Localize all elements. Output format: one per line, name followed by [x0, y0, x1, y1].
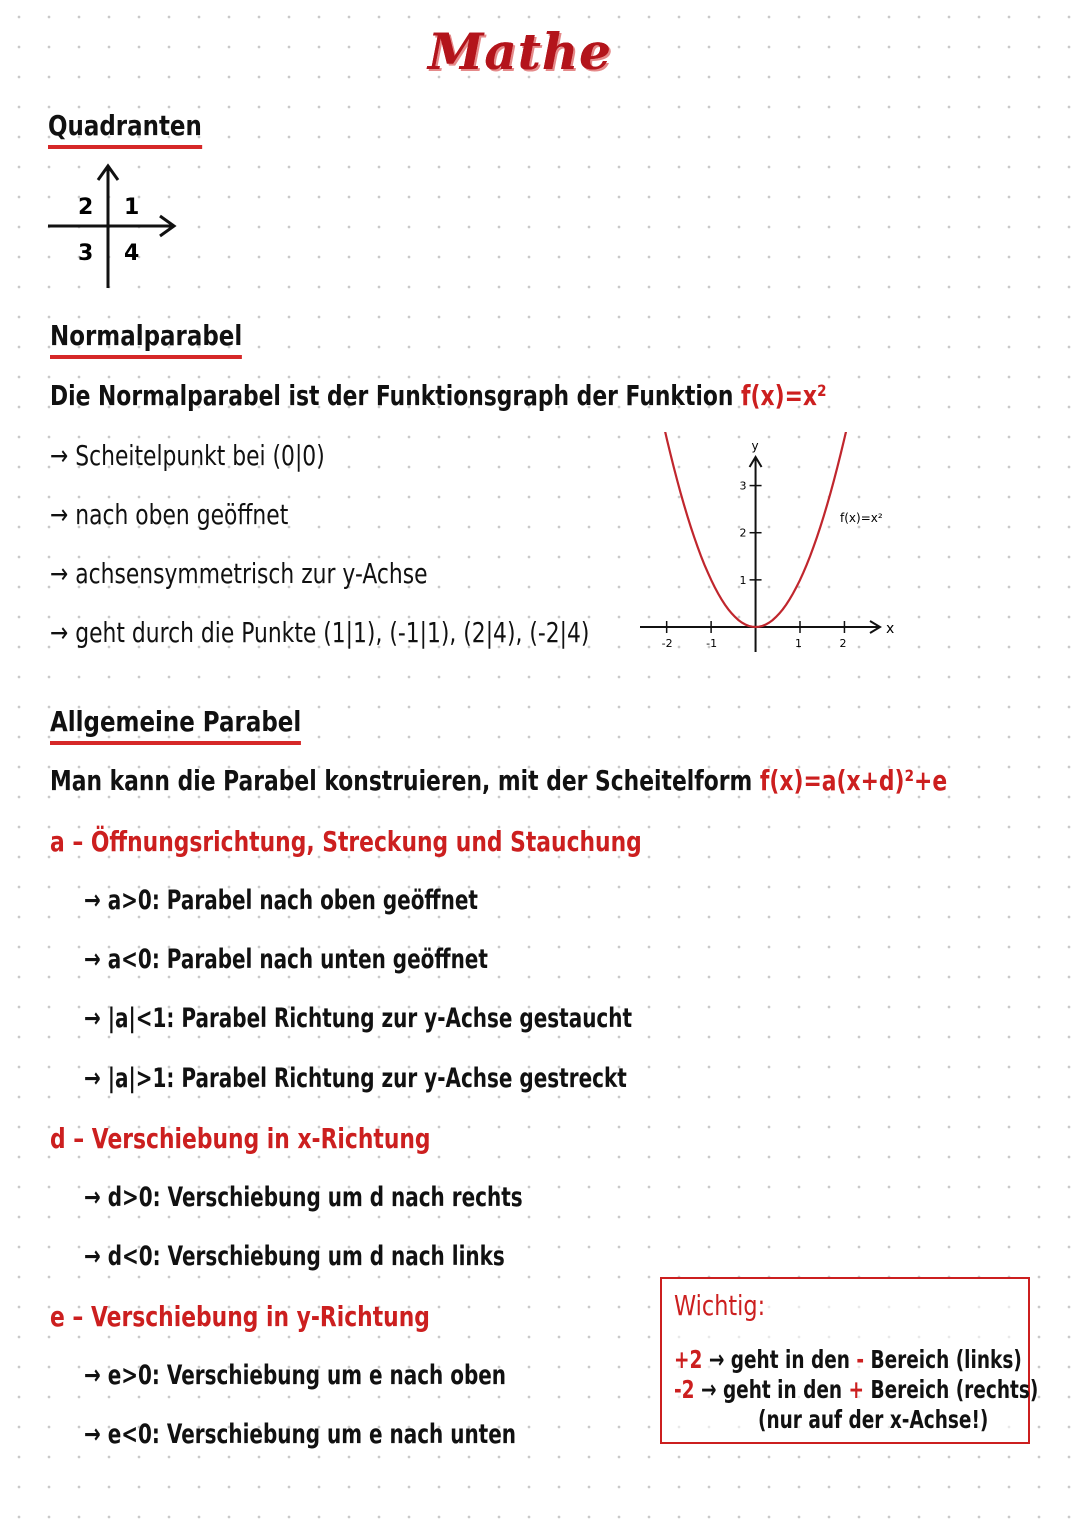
wichtig-line1-sign: +2: [674, 1345, 703, 1374]
quadrant-label-4: 4: [124, 241, 140, 266]
heading-quadranten: Quadranten: [48, 108, 202, 149]
e-item-2: → e<0: Verschiebung um e nach unten: [84, 1419, 516, 1450]
wichtig-title: Wichtig:: [674, 1289, 766, 1322]
normalparabel-point-4: → geht durch die Punkte (1|1), (-1|1), (2|4), (-2|4): [50, 616, 590, 649]
wichtig-line2-sign: -2: [674, 1375, 695, 1404]
heading-normalparabel: Normalparabel: [50, 318, 242, 359]
normalparabel-intro: [50, 378, 827, 414]
wichtig-line1-a: → geht in den: [702, 1345, 857, 1374]
wichtig-line-3: (nur auf der x-Achse!): [758, 1405, 989, 1434]
x-tick-label: -2: [661, 637, 673, 650]
wichtig-box: [660, 1277, 1039, 1444]
x-tick-label: -1: [706, 637, 718, 650]
e-heading: e – Verschiebung in y-Richtung: [50, 1300, 430, 1333]
a-item-4: → |a|>1: Parabel Richtung zur y-Achse gestreckt: [84, 1063, 627, 1094]
d-heading: d – Verschiebung in x-Richtung: [50, 1122, 431, 1155]
curve-label: f(x)=x²: [840, 511, 883, 525]
scheitelform-formula: f(x)=a(x+d)²+e: [759, 764, 948, 797]
normalparabel-point-1: → Scheitelpunkt bei (0|0): [50, 439, 325, 472]
x-tick-label: 1: [795, 637, 802, 650]
quadrant-label-2: 2: [78, 195, 94, 220]
normalparabel-point-3: → achsensymmetrisch zur y-Achse: [50, 557, 428, 590]
y-tick-label: 3: [739, 479, 747, 493]
allgemeine-intro: [50, 763, 947, 799]
y-tick-label: 1: [739, 573, 747, 587]
wichtig-line-2: [674, 1375, 1038, 1405]
wichtig-line2-b: +: [848, 1375, 865, 1404]
a-heading: a – Öffnungsrichtung, Streckung und Stauchung: [50, 825, 642, 858]
allgemeine-intro-text: Man kann die Parabel konstruieren, mit der Scheitelform: [50, 764, 753, 797]
y-axis-label: y: [751, 439, 759, 453]
x-tick-label: 2: [839, 637, 847, 650]
y-tick-label: 2: [739, 526, 747, 540]
wichtig-line-1: [674, 1345, 1022, 1375]
quadrant-diagram: [40, 160, 190, 295]
a-item-1: → a>0: Parabel nach oben geöffnet: [84, 885, 478, 916]
page-title: Mathe: [427, 22, 612, 81]
normalparabel-formula: f(x)=x²: [741, 379, 827, 412]
heading-allgemeine-parabel: Allgemeine Parabel: [50, 704, 301, 745]
d-item-2: → d<0: Verschiebung um d nach links: [84, 1241, 505, 1272]
quadrant-label-3: 3: [78, 241, 94, 266]
x-axis-label: x: [886, 621, 895, 637]
wichtig-line1-c: Bereich (links): [864, 1345, 1022, 1374]
e-item-1: → e>0: Verschiebung um e nach oben: [84, 1360, 507, 1391]
quadrant-label-1: 1: [124, 195, 140, 220]
a-item-2: → a<0: Parabel nach unten geöffnet: [84, 944, 488, 975]
wichtig-line1-b: -: [856, 1345, 865, 1374]
wichtig-line2-c: Bereich (rechts): [864, 1375, 1039, 1404]
d-item-1: → d>0: Verschiebung um d nach rechts: [84, 1182, 523, 1213]
normalparabel-point-2: → nach oben geöffnet: [50, 498, 289, 531]
a-item-3: → |a|<1: Parabel Richtung zur y-Achse gestaucht: [84, 1003, 633, 1034]
normalparabel-intro-text: Die Normalparabel ist der Funktionsgraph der Funktion: [50, 379, 734, 412]
parabola-chart: [630, 432, 910, 667]
wichtig-line2-a: → geht in den: [694, 1375, 849, 1404]
